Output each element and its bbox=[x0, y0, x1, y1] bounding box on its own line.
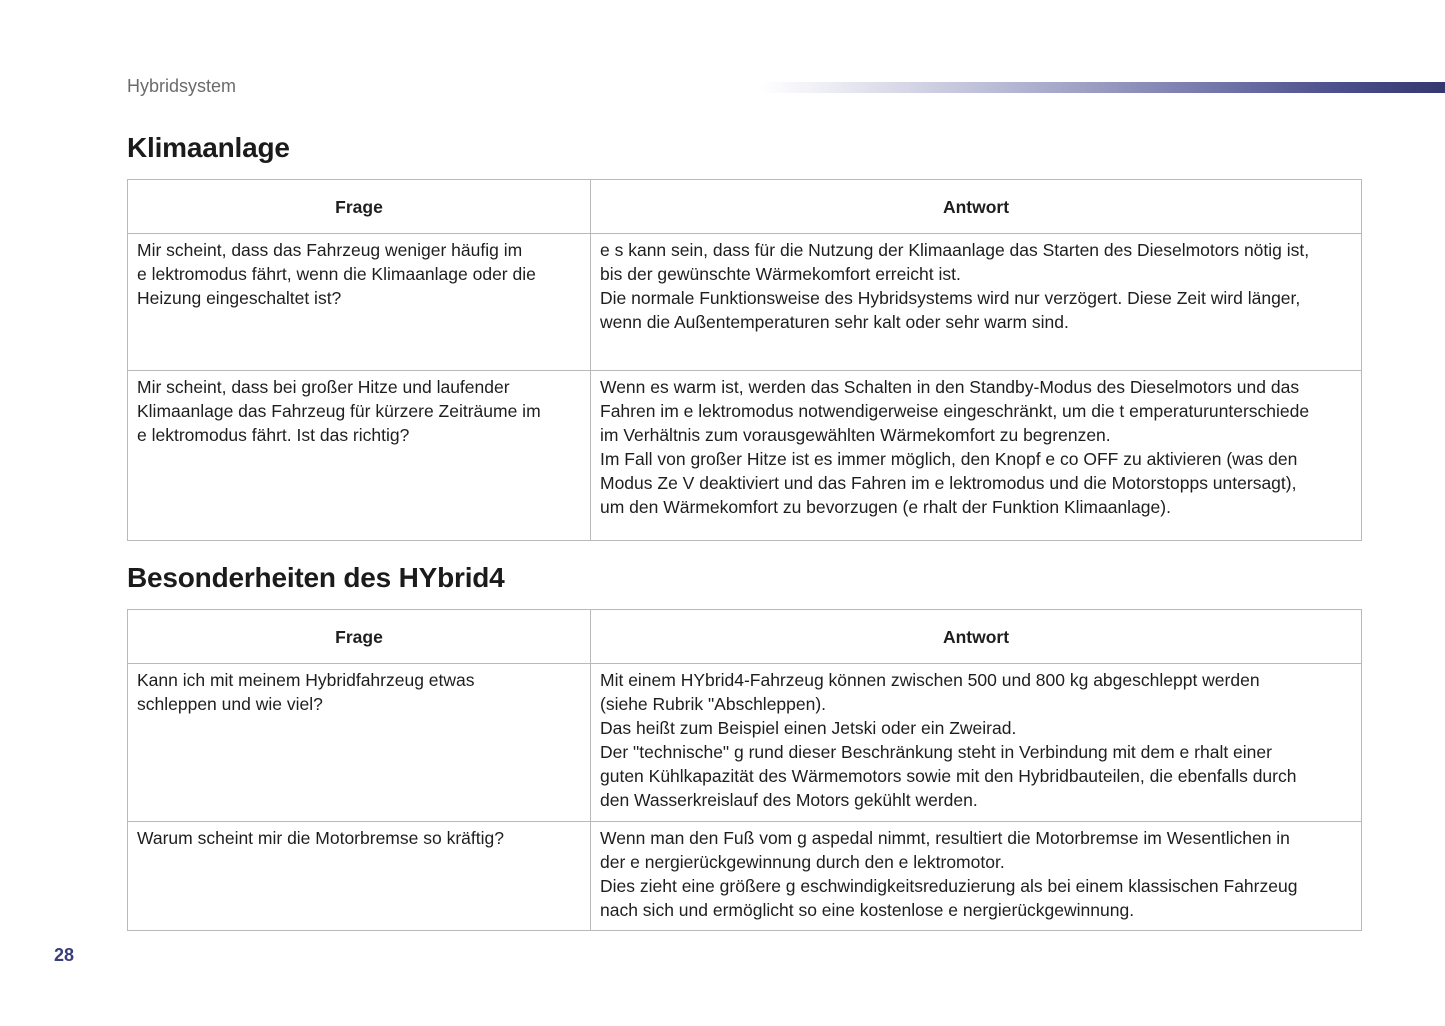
answer-line: Im Fall von großer Hitze ist es immer möglich, den Knopf e co OFF zu aktivieren (was den bbox=[600, 449, 1298, 469]
page-number: 28 bbox=[54, 945, 75, 965]
answer-line: Dies zieht eine größere g eschwindigkeitsreduzierung als bei einem klassischen Fahrzeug bbox=[600, 876, 1298, 896]
answer-line: wenn die Außentemperaturen sehr kalt oder sehr warm sind. bbox=[600, 312, 1069, 332]
answer-line: bis der gewünschte Wärmekomfort erreicht ist. bbox=[600, 264, 961, 284]
question-line: Warum scheint mir die Motorbremse so kräftig? bbox=[137, 828, 504, 848]
answer-line: Modus Ze V deaktiviert und das Fahren im e lektromodus und die Motorstopps untersagt), bbox=[600, 473, 1297, 493]
question-line: schleppen und wie viel? bbox=[137, 694, 323, 714]
faq-table-klimaanlage bbox=[127, 179, 1362, 541]
question-line: e lektromodus fährt. Ist das richtig? bbox=[137, 425, 410, 445]
section-title-hybrid4: Besonderheiten des HYbrid4 bbox=[127, 562, 505, 593]
answer-cell bbox=[591, 822, 1362, 931]
answer-line: Wenn man den Fuß vom g aspedal nimmt, resultiert die Motorbremse im Wesentlichen in bbox=[600, 828, 1290, 848]
question-cell bbox=[128, 664, 591, 822]
answer-line: (siehe Rubrik "Abschleppen). bbox=[600, 694, 827, 714]
answer-line: Der "technische" g rund dieser Beschränkung steht in Verbindung mit dem e rhalt einer bbox=[600, 742, 1272, 762]
question-cell bbox=[128, 371, 591, 541]
answer-line: Wenn es warm ist, werden das Schalten in den Standby-Modus des Dieselmotors und das bbox=[600, 377, 1300, 397]
answer-line: Fahren im e lektromodus notwendigerweise eingeschränkt, um die t emperaturunterschiede bbox=[600, 401, 1310, 421]
table-header-row bbox=[128, 180, 1362, 234]
answer-line: Das heißt zum Beispiel einen Jetski oder ein Zweirad. bbox=[600, 718, 1017, 738]
column-header-frage: Frage bbox=[128, 180, 591, 234]
answer-cell bbox=[591, 234, 1362, 371]
section-title-klimaanlage: Klimaanlage bbox=[127, 132, 290, 163]
answer-line: um den Wärmekomfort zu bevorzugen (e rhalt der Funktion Klimaanlage). bbox=[600, 497, 1171, 517]
table-header-row bbox=[128, 610, 1362, 664]
header-gradient-bar bbox=[760, 82, 1445, 93]
table-row bbox=[128, 234, 1362, 371]
column-header-frage: Frage bbox=[128, 610, 591, 664]
table-row bbox=[128, 664, 1362, 822]
answer-line: e s kann sein, dass für die Nutzung der Klimaanlage das Starten des Dieselmotors nötig ist, bbox=[600, 240, 1310, 260]
answer-line: den Wasserkreislauf des Motors gekühlt werden. bbox=[600, 790, 978, 810]
question-line: Heizung eingeschaltet ist? bbox=[137, 288, 342, 308]
answer-line: Die normale Funktionsweise des Hybridsystems wird nur verzögert. Diese Zeit wird länger, bbox=[600, 288, 1301, 308]
answer-cell bbox=[591, 664, 1362, 822]
table-row bbox=[128, 822, 1362, 931]
question-line: Mir scheint, dass bei großer Hitze und laufender bbox=[137, 377, 510, 397]
question-line: Kann ich mit meinem Hybridfahrzeug etwas bbox=[137, 670, 475, 690]
answer-line: im Verhältnis zum vorausgewählten Wärmekomfort zu begrenzen. bbox=[600, 425, 1111, 445]
question-line: e lektromodus fährt, wenn die Klimaanlage oder die bbox=[137, 264, 536, 284]
header-section-label: Hybridsystem bbox=[127, 76, 237, 96]
question-line: Mir scheint, dass das Fahrzeug weniger häufig im bbox=[137, 240, 523, 260]
answer-line: nach sich und ermöglicht so eine kostenlose e nergierückgewinnung. bbox=[600, 900, 1135, 920]
column-header-antwort: Antwort bbox=[591, 610, 1362, 664]
answer-cell bbox=[591, 371, 1362, 541]
answer-line: Mit einem HYbrid4-Fahrzeug können zwischen 500 und 800 kg abgeschleppt werden bbox=[600, 670, 1260, 690]
question-cell bbox=[128, 234, 591, 371]
answer-line: der e nergierückgewinnung durch den e lektromotor. bbox=[600, 852, 1005, 872]
faq-table-hybrid4 bbox=[127, 609, 1362, 931]
answer-line: guten Kühlkapazität des Wärmemotors sowie mit den Hybridbauteilen, die ebenfalls durch bbox=[600, 766, 1297, 786]
table-row bbox=[128, 371, 1362, 541]
column-header-antwort: Antwort bbox=[591, 180, 1362, 234]
question-cell bbox=[128, 822, 591, 931]
question-line: Klimaanlage das Fahrzeug für kürzere Zeiträume im bbox=[137, 401, 541, 421]
